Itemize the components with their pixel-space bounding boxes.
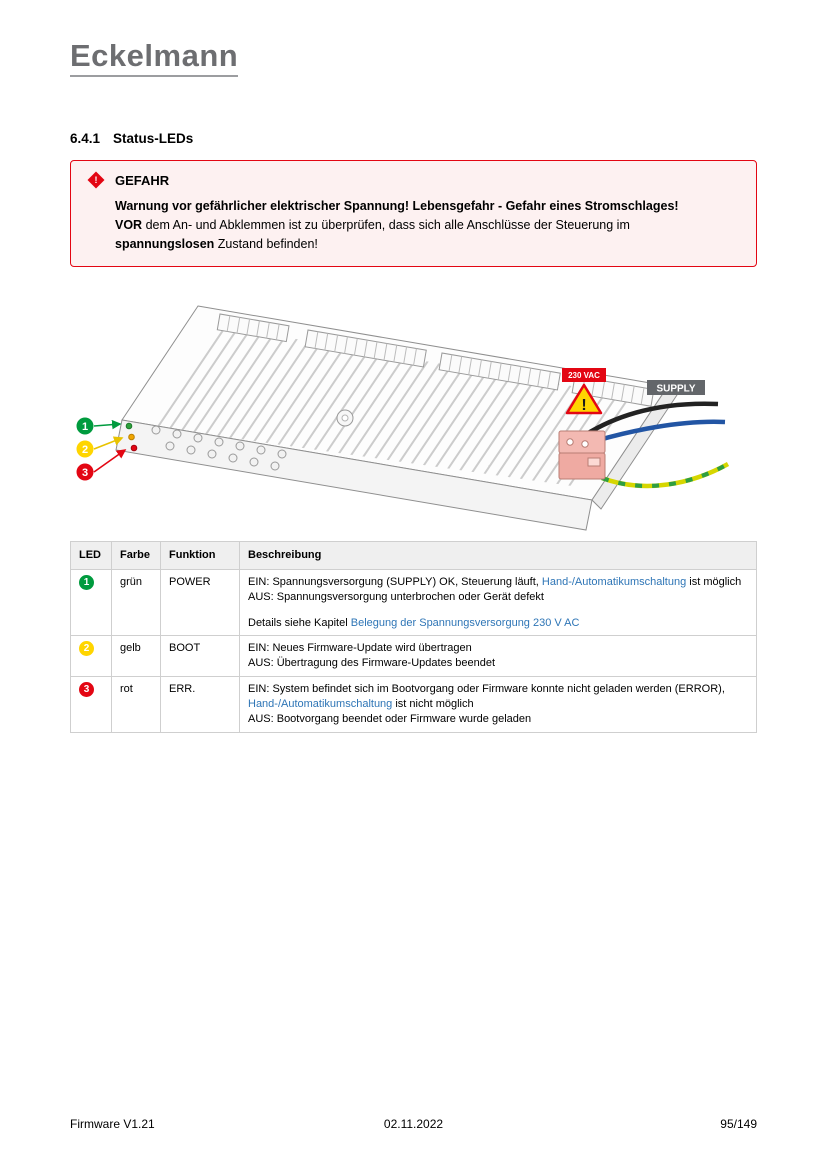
cell-farbe: rot	[112, 677, 161, 733]
status-led-table	[70, 541, 757, 733]
cell-beschreibung	[240, 677, 757, 733]
desc-line: EIN: Spannungsversorgung (SUPPLY) OK, Steuerung läuft, Hand-/Automatikumschaltung ist möglich	[248, 575, 742, 588]
desc-line: EIN: Neues Firmware-Update wird übertragen	[248, 642, 472, 655]
svg-text:SUPPLY: SUPPLY	[656, 383, 696, 395]
svg-text:1: 1	[81, 421, 89, 433]
error-led-red	[131, 445, 137, 451]
table-row-err	[71, 677, 757, 733]
warning-line-1: Warnung vor gefährlicher elektrischer Spannung! Lebensgefahr - Gefahr eines Stromschlages!	[115, 199, 679, 213]
link-hand-automatikumschaltung-2[interactable]: Hand-/Automatikumschaltung	[248, 697, 393, 710]
svg-text:!: !	[581, 397, 587, 414]
power-led-green	[126, 423, 132, 429]
cell-beschreibung	[240, 636, 757, 677]
cell-funktion: BOOT	[161, 636, 240, 677]
cell-beschreibung	[240, 569, 757, 636]
footer-page-number: 95/149	[720, 1117, 757, 1131]
section-heading	[70, 131, 193, 146]
controller-body	[116, 306, 677, 530]
eckelmann-logo: Eckelmann	[70, 40, 238, 77]
desc-line: Details siehe Kapitel Belegung der Spannungsversorgung 230 V AC	[248, 616, 580, 629]
section-title: Status-LEDs	[113, 131, 194, 146]
page-footer	[70, 1117, 757, 1131]
callout-1	[77, 418, 121, 435]
section-number: 6.4.1	[70, 131, 101, 146]
device-illustration	[70, 280, 757, 540]
status-led-figure	[70, 280, 757, 540]
table-row-power	[71, 569, 757, 636]
desc-line: Hand-/Automatikumschaltung ist nicht möglich	[248, 697, 474, 710]
voltage-label: 230 VAC	[568, 371, 600, 380]
link-belegung-spannungsversorgung[interactable]: Belegung der Spannungsversorgung 230 V AC	[350, 616, 580, 629]
warning-body	[115, 197, 740, 253]
desc-line: AUS: Spannungsversorgung unterbrochen oder Gerät defekt	[248, 590, 544, 603]
led-1-badge: 1	[79, 575, 94, 590]
warning-title: GEFAHR	[115, 172, 170, 188]
col-header-farbe: Farbe	[112, 542, 161, 570]
cell-funktion: POWER	[161, 569, 240, 636]
cell-farbe: grün	[112, 569, 161, 636]
danger-warning-box	[70, 160, 757, 267]
svg-text:3: 3	[81, 467, 89, 479]
footer-firmware-version: Firmware V1.21	[70, 1117, 155, 1131]
led-3-badge: 3	[79, 682, 94, 697]
footer-date: 02.11.2022	[383, 1117, 444, 1131]
warning-line-2: VOR dem An- und Abklemmen ist zu überprüfen, dass sich alle Anschlüsse der Steuerung im	[115, 217, 630, 232]
boot-led-yellow	[129, 434, 135, 440]
callout-2	[77, 438, 123, 458]
col-header-funktion: Funktion	[161, 542, 240, 570]
supply-connector	[559, 431, 605, 479]
led-2-badge: 2	[79, 641, 94, 656]
desc-line: AUS: Bootvorgang beendet oder Firmware wurde geladen	[248, 712, 532, 725]
desc-line: EIN: System befindet sich im Bootvorgang oder Firmware konnte nicht geladen werden (ERROR),	[248, 683, 725, 696]
col-header-beschreibung: Beschreibung	[240, 542, 757, 570]
warning-header	[88, 172, 740, 188]
cell-funktion: ERR.	[161, 677, 240, 733]
cell-farbe: gelb	[112, 636, 161, 677]
desc-line: AUS: Übertragung des Firmware-Updates beendet	[248, 657, 496, 670]
warning-line-3: spannungslosen Zustand befinden!	[115, 236, 318, 251]
col-header-led: LED	[71, 542, 112, 570]
link-hand-automatikumschaltung[interactable]: Hand-/Automatikumschaltung	[541, 575, 687, 588]
svg-text:2: 2	[81, 444, 89, 456]
table-row-boot	[71, 636, 757, 677]
table-header-row	[71, 542, 757, 570]
danger-diamond-icon: !	[88, 172, 105, 189]
supply-label	[647, 380, 705, 395]
